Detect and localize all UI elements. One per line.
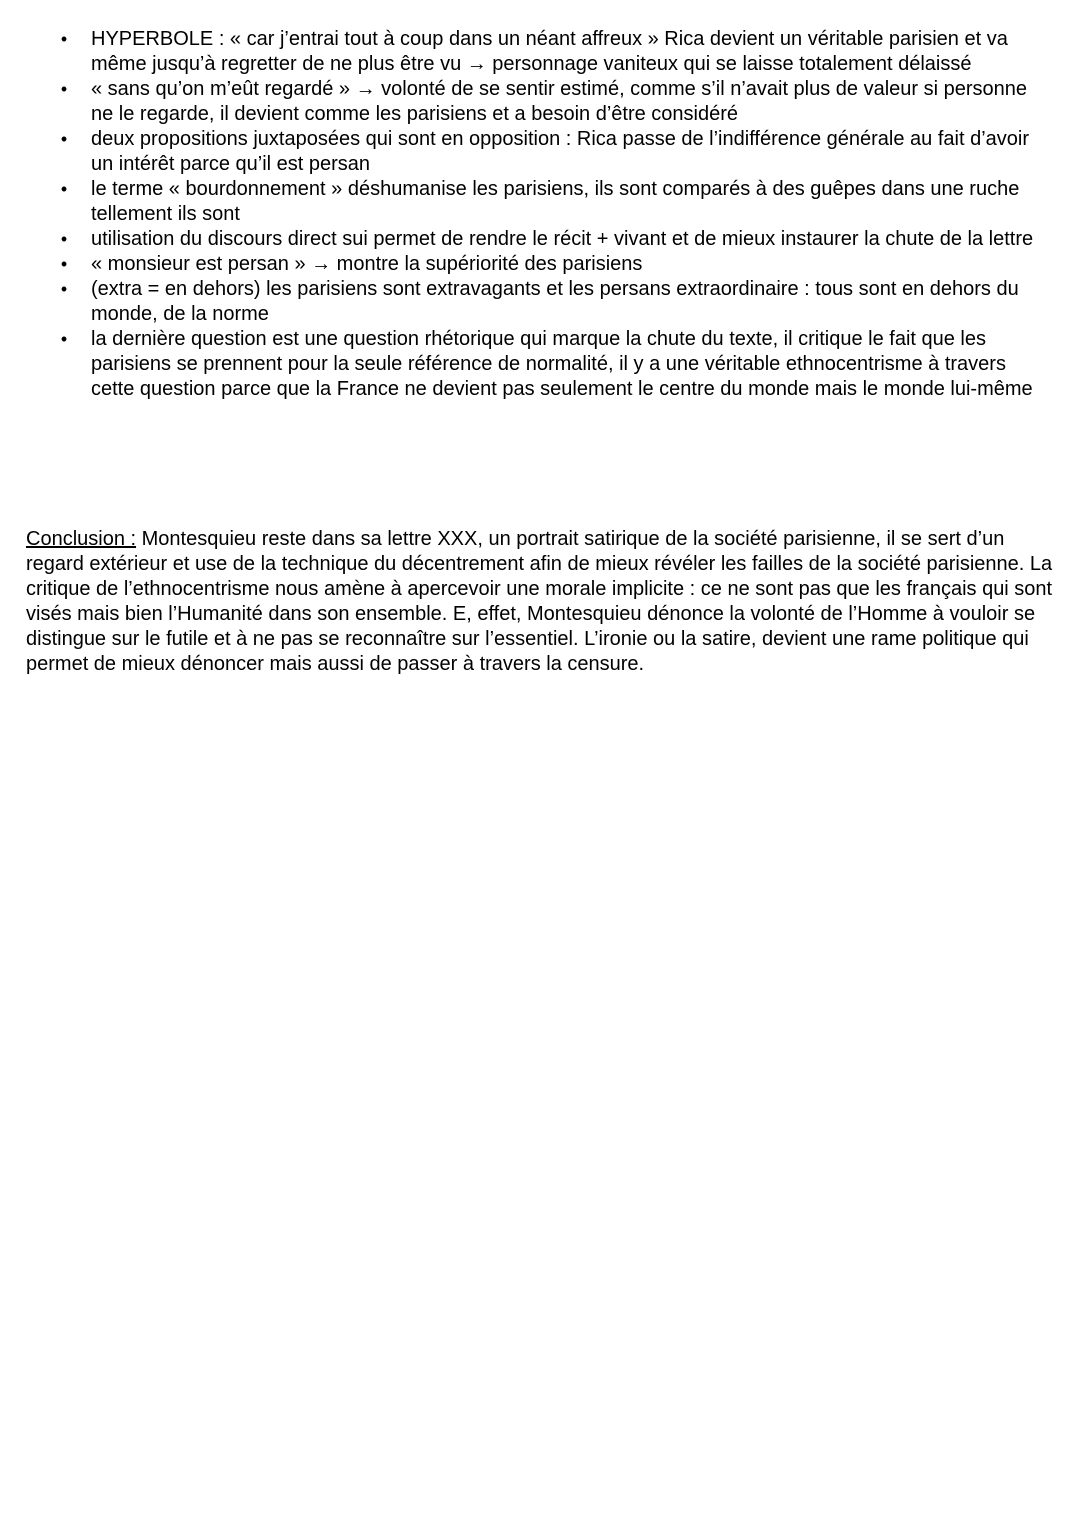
bullet-icon: • — [60, 129, 68, 149]
bullet-text: « monsieur est persan » → montre la supériorité des parisiens — [91, 253, 643, 275]
bullet-text: utilisation du discours direct sui permet de rendre le récit + vivant et de mieux instaurer la chute de la lettre — [91, 228, 1034, 250]
bullet-icon: • — [60, 254, 68, 274]
bullet-text: le terme « bourdonnement » déshumanise les parisiens, ils sont comparés à des guêpes dans une ruche tellement ils sont — [91, 178, 1020, 225]
conclusion-paragraph — [26, 527, 1056, 677]
bullet-item — [0, 327, 1080, 402]
bullet-text: la dernière question est une question rhétorique qui marque la chute du texte, il critique le fait que les parisiens se prennent pour la seule référence de normalité, il y a une véritable ethnocentrisme à travers cette question parce que la France ne devient pas seulement le centre du monde mais le monde lui-même — [91, 328, 1033, 400]
bullet-item — [0, 127, 1080, 177]
bullet-text: HYPERBOLE : « car j’entrai tout à coup dans un néant affreux » Rica devient un véritable parisien et va même jusqu’à regretter de ne plus être vu → personnage vaniteux qui se laisse totalement délaissé — [91, 28, 1008, 75]
bullet-icon: • — [60, 229, 68, 249]
bullet-text: deux propositions juxtaposées qui sont en opposition : Rica passe de l’indifférence générale au fait d’avoir un intérêt parce qu’il est persan — [91, 128, 1030, 175]
bullet-item — [0, 177, 1080, 227]
conclusion-text: Montesquieu reste dans sa lettre XXX, un portrait satirique de la société parisienne, il se sert d’un regard extérieur et use de la technique du décentrement afin de mieux révéler les failles de la société parisienne. La critique de l’ethnocentrisme nous amène à apercevoir une morale implicite : ce ne sont pas que les français qui sont visés mais bien l’Humanité dans son ensemble. E, effet, Montesquieu dénonce la volonté de l’Homme à vouloir se distingue sur le futile et à ne pas se reconnaître sur l’essentiel. L’ironie ou la satire, devient une rame politique qui permet de mieux dénoncer mais aussi de passer à travers la censure. — [26, 528, 1053, 675]
bullet-item — [0, 77, 1080, 127]
bullet-text: « sans qu’on m’eût regardé » → volonté de se sentir estimé, comme s’il n’avait plus de valeur si personne ne le regarde, il devient comme les parisiens et a besoin d’être considéré — [91, 78, 1028, 125]
conclusion-heading: Conclusion : — [26, 528, 137, 550]
bullet-icon: • — [60, 29, 68, 49]
bullet-text: (extra = en dehors) les parisiens sont extravagants et les persans extraordinaire : tous sont en dehors du monde, de la norme — [91, 278, 1019, 325]
bullet-icon: • — [60, 279, 68, 299]
bullet-item — [0, 277, 1080, 327]
bullet-icon: • — [60, 179, 68, 199]
bullet-item — [0, 27, 1080, 77]
bullet-icon: • — [60, 79, 68, 99]
bullet-item — [0, 227, 1080, 252]
bullet-icon: • — [60, 329, 68, 349]
bullet-item — [0, 252, 1080, 277]
analysis-bullet-list — [0, 27, 1080, 402]
